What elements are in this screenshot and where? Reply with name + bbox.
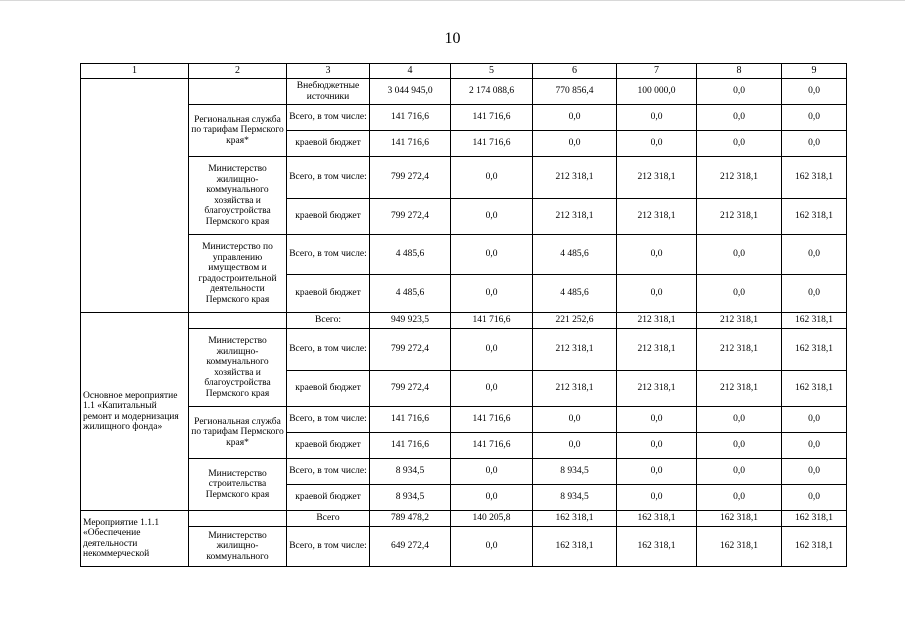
value-cell: 4 485,6 [533, 275, 617, 313]
value-cell: 0,0 [782, 131, 847, 157]
event-name-cell [81, 79, 189, 313]
value-cell: 212 318,1 [533, 157, 617, 199]
value-cell: 949 923,5 [370, 313, 451, 329]
value-cell: 770 856,4 [533, 79, 617, 105]
value-cell: 162 318,1 [533, 511, 617, 527]
value-cell: 0,0 [533, 131, 617, 157]
funding-type-cell: Всего, в том числе: [287, 407, 370, 433]
funding-type-cell: краевой бюджет [287, 199, 370, 235]
table-row [81, 459, 847, 485]
value-cell: 100 000,0 [617, 79, 697, 105]
value-cell: 212 318,1 [697, 157, 782, 199]
header-cell: 8 [697, 64, 782, 79]
page-number: 10 [444, 30, 461, 47]
funding-type-cell: Всего, в том числе: [287, 105, 370, 131]
value-cell: 212 318,1 [617, 157, 697, 199]
value-cell: 0,0 [451, 199, 533, 235]
event-name-cell: Мероприятие 1.1.1 «Обеспечение деятельности некоммерческой [81, 511, 189, 567]
value-cell: 162 318,1 [697, 527, 782, 567]
header-row [81, 64, 847, 79]
value-cell: 212 318,1 [617, 199, 697, 235]
table-row [81, 329, 847, 371]
value-cell: 0,0 [451, 329, 533, 371]
value-cell: 0,0 [617, 275, 697, 313]
value-cell: 0,0 [617, 131, 697, 157]
value-cell: 162 318,1 [782, 511, 847, 527]
value-cell: 141 716,6 [370, 433, 451, 459]
value-cell: 141 716,6 [451, 407, 533, 433]
value-cell: 162 318,1 [617, 511, 697, 527]
value-cell: 0,0 [617, 235, 697, 275]
value-cell: 162 318,1 [782, 157, 847, 199]
value-cell: 212 318,1 [533, 199, 617, 235]
value-cell: 799 272,4 [370, 371, 451, 407]
value-cell: 162 318,1 [782, 371, 847, 407]
value-cell: 8 934,5 [370, 485, 451, 511]
header-cell: 4 [370, 64, 451, 79]
value-cell: 0,0 [617, 433, 697, 459]
funding-type-cell: Внебюджетные источники [287, 79, 370, 105]
value-cell: 4 485,6 [533, 235, 617, 275]
value-cell: 0,0 [697, 407, 782, 433]
value-cell: 0,0 [617, 459, 697, 485]
value-cell: 212 318,1 [617, 329, 697, 371]
value-cell: 140 205,8 [451, 511, 533, 527]
header-cell: 2 [189, 64, 287, 79]
funding-type-cell: краевой бюджет [287, 131, 370, 157]
table-row [81, 407, 847, 433]
value-cell: 162 318,1 [782, 199, 847, 235]
funding-type-cell: Всего, в том числе: [287, 157, 370, 199]
funding-type-cell: Всего, в том числе: [287, 459, 370, 485]
scan-edge [0, 0, 905, 1]
value-cell: 141 716,6 [370, 407, 451, 433]
value-cell: 0,0 [533, 105, 617, 131]
budget-table [80, 63, 847, 567]
value-cell: 0,0 [697, 433, 782, 459]
table-row [81, 511, 847, 527]
value-cell: 0,0 [533, 407, 617, 433]
value-cell: 162 318,1 [782, 527, 847, 567]
value-cell: 0,0 [697, 459, 782, 485]
table-row [81, 79, 847, 105]
value-cell: 0,0 [782, 485, 847, 511]
value-cell: 0,0 [533, 433, 617, 459]
executor-cell: Министерство жилищно-коммунального хозяйства и благоустройства Пермского края [189, 329, 287, 407]
value-cell: 3 044 945,0 [370, 79, 451, 105]
executor-cell [189, 79, 287, 105]
value-cell: 0,0 [697, 79, 782, 105]
value-cell: 0,0 [782, 433, 847, 459]
table-row [81, 313, 847, 329]
value-cell: 799 272,4 [370, 329, 451, 371]
executor-cell: Министерство жилищно-коммунального хозяйства и благоустройства Пермского края [189, 157, 287, 235]
value-cell: 0,0 [451, 459, 533, 485]
header-cell: 7 [617, 64, 697, 79]
funding-type-cell: Всего: [287, 313, 370, 329]
value-cell: 162 318,1 [782, 329, 847, 371]
executor-cell [189, 511, 287, 527]
value-cell: 0,0 [782, 79, 847, 105]
header-cell: 3 [287, 64, 370, 79]
value-cell: 141 716,6 [451, 313, 533, 329]
value-cell: 0,0 [451, 235, 533, 275]
value-cell: 0,0 [782, 275, 847, 313]
value-cell: 0,0 [617, 407, 697, 433]
executor-cell: Министерство жилищно-коммунального [189, 527, 287, 567]
table-row [81, 527, 847, 567]
value-cell: 212 318,1 [697, 199, 782, 235]
value-cell: 0,0 [617, 105, 697, 131]
value-cell: 162 318,1 [617, 527, 697, 567]
value-cell: 0,0 [451, 157, 533, 199]
value-cell: 212 318,1 [533, 329, 617, 371]
value-cell: 0,0 [697, 485, 782, 511]
value-cell: 8 934,5 [533, 485, 617, 511]
value-cell: 0,0 [782, 105, 847, 131]
value-cell: 0,0 [697, 275, 782, 313]
value-cell: 141 716,6 [451, 433, 533, 459]
value-cell: 8 934,5 [370, 459, 451, 485]
table-row [81, 105, 847, 131]
header-cell: 6 [533, 64, 617, 79]
event-name-cell: Основное мероприятие 1.1 «Капитальный ремонт и модернизация жилищного фонда» [81, 313, 189, 511]
value-cell: 0,0 [697, 131, 782, 157]
header-cell: 9 [782, 64, 847, 79]
funding-type-cell: краевой бюджет [287, 275, 370, 313]
value-cell: 141 716,6 [370, 131, 451, 157]
executor-cell: Региональная служба по тарифам Пермского края* [189, 407, 287, 459]
value-cell: 162 318,1 [697, 511, 782, 527]
value-cell: 221 252,6 [533, 313, 617, 329]
value-cell: 141 716,6 [370, 105, 451, 131]
value-cell: 162 318,1 [533, 527, 617, 567]
value-cell: 212 318,1 [533, 371, 617, 407]
value-cell: 0,0 [782, 459, 847, 485]
value-cell: 0,0 [451, 485, 533, 511]
value-cell: 649 272,4 [370, 527, 451, 567]
funding-type-cell: Всего, в том числе: [287, 235, 370, 275]
value-cell: 0,0 [697, 105, 782, 131]
funding-type-cell: Всего [287, 511, 370, 527]
value-cell: 212 318,1 [617, 371, 697, 407]
value-cell: 2 174 088,6 [451, 79, 533, 105]
value-cell: 141 716,6 [451, 131, 533, 157]
value-cell: 0,0 [451, 527, 533, 567]
value-cell: 141 716,6 [451, 105, 533, 131]
value-cell: 212 318,1 [697, 313, 782, 329]
funding-type-cell: краевой бюджет [287, 433, 370, 459]
value-cell: 4 485,6 [370, 275, 451, 313]
value-cell: 0,0 [617, 485, 697, 511]
value-cell: 4 485,6 [370, 235, 451, 275]
value-cell: 0,0 [451, 275, 533, 313]
executor-cell: Министерство по управлению имуществом и градостроительной деятельности Пермского края [189, 235, 287, 313]
header-cell: 5 [451, 64, 533, 79]
value-cell: 8 934,5 [533, 459, 617, 485]
value-cell: 0,0 [451, 371, 533, 407]
header-cell: 1 [81, 64, 189, 79]
value-cell: 789 478,2 [370, 511, 451, 527]
table-row [81, 235, 847, 275]
executor-cell: Министерство строительства Пермского края [189, 459, 287, 511]
value-cell: 212 318,1 [697, 371, 782, 407]
value-cell: 0,0 [782, 407, 847, 433]
funding-type-cell: краевой бюджет [287, 371, 370, 407]
value-cell: 0,0 [697, 235, 782, 275]
value-cell: 0,0 [782, 235, 847, 275]
funding-type-cell: Всего, в том числе: [287, 329, 370, 371]
value-cell: 799 272,4 [370, 157, 451, 199]
table-row [81, 157, 847, 199]
value-cell: 212 318,1 [697, 329, 782, 371]
value-cell: 162 318,1 [782, 313, 847, 329]
funding-type-cell: краевой бюджет [287, 485, 370, 511]
executor-cell [189, 313, 287, 329]
value-cell: 799 272,4 [370, 199, 451, 235]
executor-cell: Региональная служба по тарифам Пермского края* [189, 105, 287, 157]
value-cell: 212 318,1 [617, 313, 697, 329]
funding-type-cell: Всего, в том числе: [287, 527, 370, 567]
